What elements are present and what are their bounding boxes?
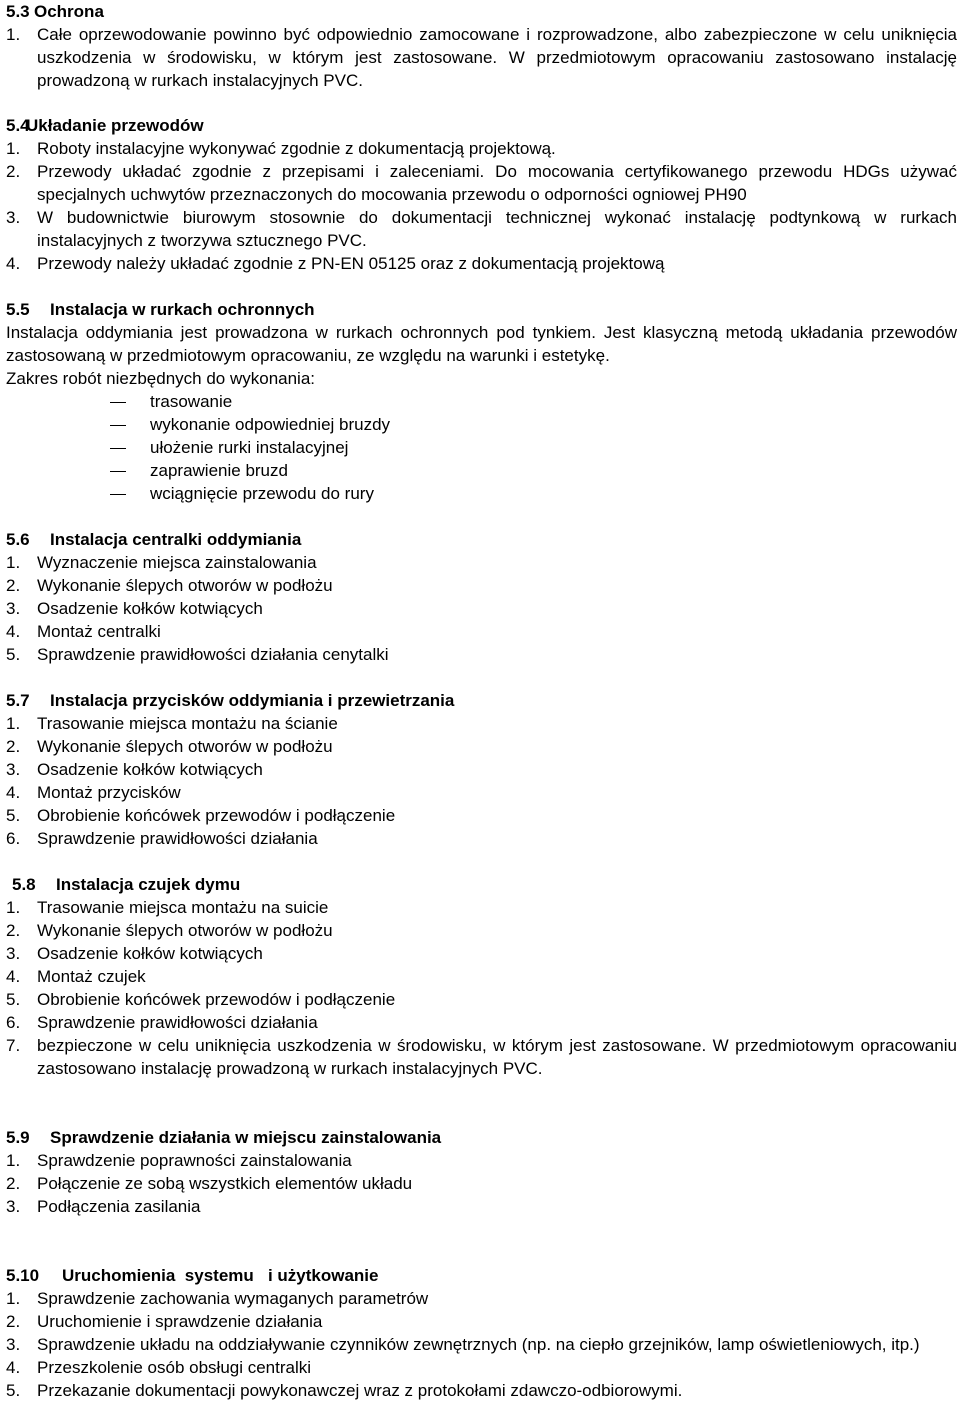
item-number: 2. xyxy=(6,162,21,181)
list-item xyxy=(6,137,957,160)
list-item xyxy=(6,551,957,574)
list-item xyxy=(6,942,957,965)
section-title: Uruchomienia systemu i użytkowanie xyxy=(62,1266,379,1285)
list-item xyxy=(6,1287,957,1310)
list-item xyxy=(6,160,957,206)
item-number: 4. xyxy=(6,622,21,641)
item-text: Połączenie ze sobą wszystkich elementów układu xyxy=(37,1174,413,1193)
item-number: 1. xyxy=(6,1289,21,1308)
item-number: 4. xyxy=(6,1358,21,1377)
list-item xyxy=(6,1034,957,1080)
item-number: 5. xyxy=(6,645,21,664)
item-text: Wykonanie ślepych otworów w podłożu xyxy=(37,576,333,595)
item-text: Osadzenie kołków kotwiących xyxy=(37,944,263,963)
section-number: 5.8 xyxy=(12,875,36,894)
item-number: 1. xyxy=(6,1151,21,1170)
dash-item xyxy=(6,436,957,459)
list-item xyxy=(6,206,957,252)
section-title: Instalacja przycisków oddymiania i przewietrzania xyxy=(50,691,455,710)
section-heading-5-7 xyxy=(6,689,957,712)
item-text: Osadzenie kołków kotwiących xyxy=(37,599,263,618)
item-number: 7. xyxy=(6,1036,21,1055)
dash-marker xyxy=(110,413,150,436)
item-text: Sprawdzenie zachowania wymaganych parametrów xyxy=(37,1289,429,1308)
item-number: 3. xyxy=(6,760,21,779)
section-heading-5-6 xyxy=(6,528,957,551)
item-number: 5. xyxy=(6,806,21,825)
section-heading-5-8 xyxy=(6,873,957,896)
section-title: Ochrona xyxy=(34,2,104,21)
list-item xyxy=(6,712,957,735)
list-item xyxy=(6,965,957,988)
item-text: Przewody należy układać zgodnie z PN-EN 05125 oraz z dokumentacją projektową xyxy=(37,254,665,273)
list-item xyxy=(6,1149,957,1172)
list-item xyxy=(6,827,957,850)
item-number: 3. xyxy=(6,1197,21,1216)
item-text: Wykonanie ślepych otworów w podłożu xyxy=(37,737,333,756)
list-item xyxy=(6,1310,957,1333)
section-number: 5.3 xyxy=(6,2,30,21)
item-text: Trasowanie miejsca montażu na ścianie xyxy=(37,714,338,733)
list-item xyxy=(6,804,957,827)
list-item xyxy=(6,597,957,620)
item-number: 1. xyxy=(6,898,21,917)
item-text: bezpieczone w celu uniknięcia uszkodzenia w środowisku, w którym jest zastosowane. W przedmiotowym opracowaniu zastosowano instalację prowadzoną w rurkach instalacyjnych PVC. xyxy=(37,1036,957,1078)
dash-text: wciągnięcie przewodu do rury xyxy=(150,484,374,503)
item-text: Przeszkolenie osób obsługi centralki xyxy=(37,1358,312,1377)
section-number: 5.4 xyxy=(6,116,30,135)
item-text: Całe oprzewodowanie powinno być odpowiednio zamocowane i rozprowadzone, albo zabezpieczone w celu uniknięcia uszkodzenia w środowisku, w którym jest zastosowane. W przedmiotowym opracowaniu zastosowano instalację prowadzoną w rurkach instalacyjnych PVC. xyxy=(37,25,957,90)
item-text: W budownictwie biurowym stosownie do dokumentacji technicznej wykonać instalację podtynkową w rurkach instalacyjnych z tworzywa sztucznego PVC. xyxy=(37,208,957,250)
item-text: Obrobienie końcówek przewodów i podłączenie xyxy=(37,990,396,1009)
section-number: 5.7 xyxy=(6,691,30,710)
list-item xyxy=(6,1333,957,1356)
dash-item xyxy=(6,482,957,505)
item-text: Osadzenie kołków kotwiących xyxy=(37,760,263,779)
section-heading-5-5 xyxy=(6,298,957,321)
item-number: 1. xyxy=(6,139,21,158)
section-heading-5-3 xyxy=(6,0,957,23)
item-number: 3. xyxy=(6,944,21,963)
section-paragraph: Instalacja oddymiania jest prowadzona w rurkach ochronnych pod tynkiem. Jest klasyczną metodą układania przewodów zastosowaną w przedmiotowym opracowaniu, ze względu na warunki i estetykę. xyxy=(6,323,957,365)
item-text: Wyznaczenie miejsca zainstalowania xyxy=(37,553,317,572)
item-number: 2. xyxy=(6,576,21,595)
section-title: Układanie przewodów xyxy=(26,116,204,135)
list-item xyxy=(6,1356,957,1379)
dash-item xyxy=(6,413,957,436)
item-number: 3. xyxy=(6,208,21,227)
section-title: Instalacja centralki oddymiania xyxy=(50,530,302,549)
list-item xyxy=(6,1172,957,1195)
item-number: 2. xyxy=(6,737,21,756)
item-number: 5. xyxy=(6,1381,21,1400)
section-number: 5.5 xyxy=(6,300,30,319)
section-title: Sprawdzenie działania w miejscu zainstalowania xyxy=(50,1128,442,1147)
item-number: 4. xyxy=(6,783,21,802)
item-number: 3. xyxy=(6,1335,21,1354)
dash-marker xyxy=(110,436,150,459)
list-item xyxy=(6,252,957,275)
item-text: Obrobienie końcówek przewodów i podłączenie xyxy=(37,806,396,825)
list-item xyxy=(6,1195,957,1218)
section-heading-5-9 xyxy=(6,1126,957,1149)
item-number: 3. xyxy=(6,599,21,618)
item-text: Wykonanie ślepych otworów w podłożu xyxy=(37,921,333,940)
dash-text: trasowanie xyxy=(150,392,233,411)
item-number: 6. xyxy=(6,1013,21,1032)
dash-item xyxy=(6,459,957,482)
section-number: 5.9 xyxy=(6,1128,30,1147)
item-number: 1. xyxy=(6,25,21,44)
item-number: 6. xyxy=(6,829,21,848)
dash-text: wykonanie odpowiedniej bruzdy xyxy=(150,415,391,434)
item-text: Przewody układać zgodnie z przepisami i zaleceniami. Do mocowania certyfikowanego przewodu HDGs używać specjalnych uchwytów przeznaczonych do mocowania przewodu o odporności ogniowej PH90 xyxy=(37,162,957,204)
item-text: Przekazanie dokumentacji powykonawczej wraz z protokołami zdawczo-odbiorowymi. xyxy=(37,1381,683,1400)
section-number: 5.6 xyxy=(6,530,30,549)
list-item xyxy=(6,574,957,597)
dash-marker xyxy=(110,459,150,482)
list-item xyxy=(6,896,957,919)
item-text: Montaż centralki xyxy=(37,622,161,641)
list-item xyxy=(6,758,957,781)
item-text: Podłączenia zasilania xyxy=(37,1197,201,1216)
item-text: Sprawdzenie prawidłowości działania cenytalki xyxy=(37,645,389,664)
section-number: 5.10 xyxy=(6,1266,40,1285)
section-heading-5-4 xyxy=(6,114,957,137)
item-number: 2. xyxy=(6,1174,21,1193)
item-number: 4. xyxy=(6,254,21,273)
item-number: 4. xyxy=(6,967,21,986)
item-text: Montaż przycisków xyxy=(37,783,181,802)
list-item xyxy=(6,23,957,92)
dash-text: ułożenie rurki instalacyjnej xyxy=(150,438,349,457)
item-text: Roboty instalacyjne wykonywać zgodnie z dokumentacją projektową. xyxy=(37,139,556,158)
item-number: 2. xyxy=(6,1312,21,1331)
item-number: 1. xyxy=(6,553,21,572)
list-item xyxy=(6,735,957,758)
item-text: Sprawdzenie układu na oddziaływanie czynników zewnętrznych (np. na ciepło grzejników, lamp oświetleniowych, itp.) xyxy=(37,1335,920,1354)
item-number: 1. xyxy=(6,714,21,733)
item-text: Sprawdzenie poprawności zainstalowania xyxy=(37,1151,352,1170)
item-text: Sprawdzenie prawidłowości działania xyxy=(37,829,318,848)
list-item xyxy=(6,620,957,643)
item-text: Trasowanie miejsca montażu na suicie xyxy=(37,898,329,917)
dash-marker xyxy=(110,482,150,505)
item-number: 2. xyxy=(6,921,21,940)
list-item xyxy=(6,919,957,942)
section-title: Instalacja czujek dymu xyxy=(56,875,241,894)
dash-text: zaprawienie bruzd xyxy=(150,461,288,480)
section-heading-5-10 xyxy=(6,1264,957,1287)
list-item xyxy=(6,1011,957,1034)
dash-item xyxy=(6,390,957,413)
scope-label: Zakres robót niezbędnych do wykonania: xyxy=(6,369,316,388)
list-item xyxy=(6,781,957,804)
item-text: Sprawdzenie prawidłowości działania xyxy=(37,1013,318,1032)
item-text: Uruchomienie i sprawdzenie działania xyxy=(37,1312,323,1331)
item-text: Montaż czujek xyxy=(37,967,146,986)
list-item xyxy=(6,1379,957,1402)
item-number: 5. xyxy=(6,990,21,1009)
section-title: Instalacja w rurkach ochronnych xyxy=(50,300,315,319)
list-item xyxy=(6,988,957,1011)
dash-marker xyxy=(110,390,150,413)
list-item xyxy=(6,643,957,666)
